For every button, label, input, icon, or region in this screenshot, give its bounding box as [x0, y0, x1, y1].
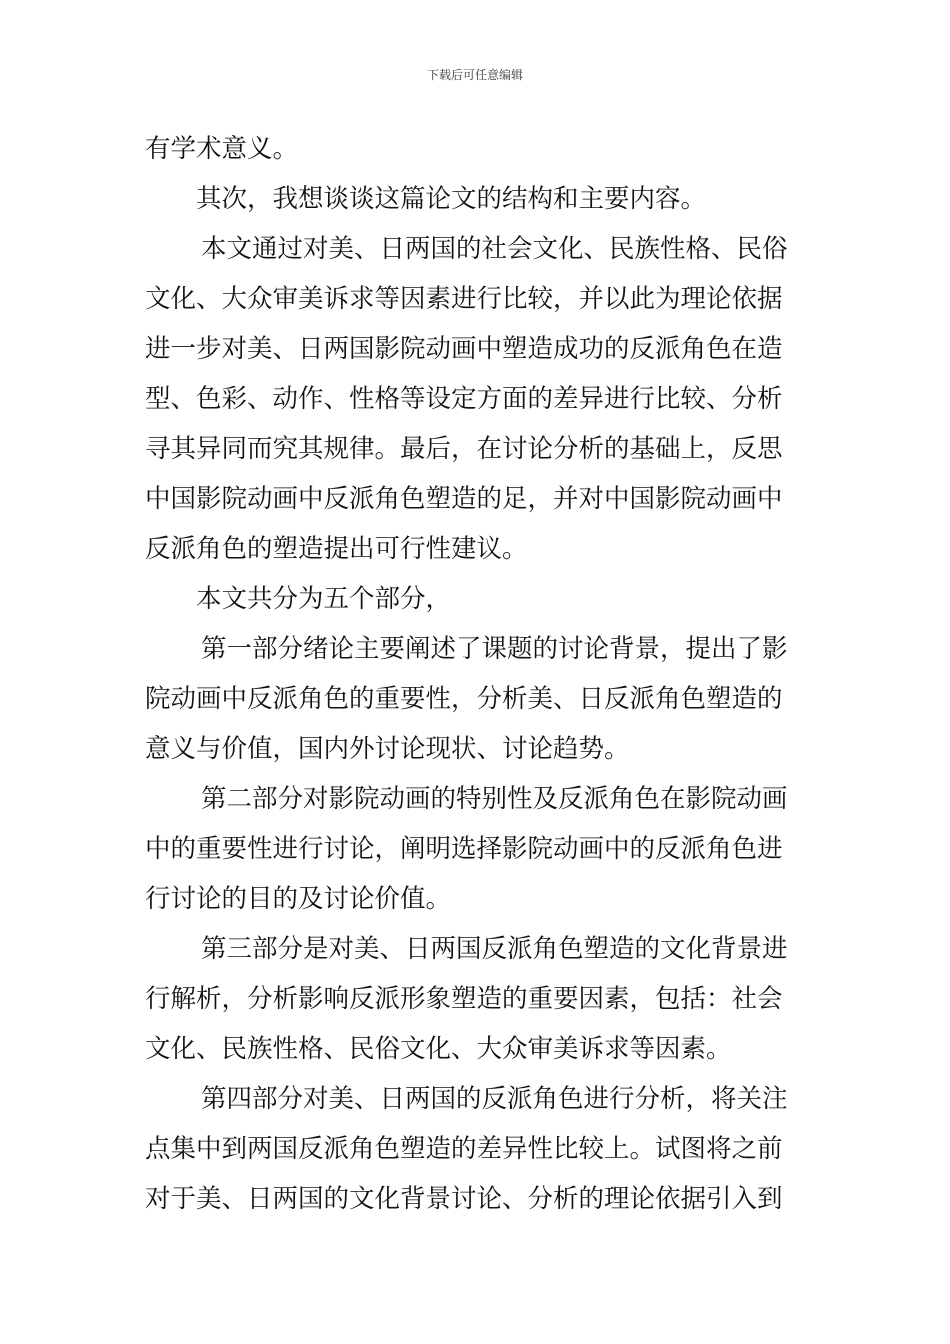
- text-line: 第四部分对美、日两国的反派角色进行分析，将关注: [201, 1084, 788, 1114]
- text-line: 第三部分是对美、日两国反派角色塑造的文化背景进: [201, 934, 788, 964]
- text-line: 点集中到两国反派角色塑造的差异性比较上。试图将之前: [145, 1134, 783, 1164]
- text-line: 对于美、日两国的文化背景讨论、分析的理论依据引入到: [145, 1184, 783, 1214]
- text-line: 本文通过对美、日两国的社会文化、民族性格、民俗: [201, 234, 788, 264]
- text-line: 文化、民族性格、民俗文化、大众审美诉求等因素。: [145, 1034, 732, 1064]
- text-line: 意义与价值，国内外讨论现状、讨论趋势。: [145, 734, 630, 764]
- text-line: 型、色彩、动作、性格等设定方面的差异进行比较、分析: [145, 384, 783, 414]
- text-line: 第一部分绪论主要阐述了课题的讨论背景，提出了影: [201, 634, 788, 664]
- text-line: 行讨论的目的及讨论价值。: [145, 884, 452, 914]
- text-line: 第二部分对影院动画的特别性及反派角色在影院动画: [201, 784, 788, 814]
- text-line: 其次，我想谈谈这篇论文的结构和主要内容。: [196, 184, 707, 214]
- text-line: 文化、大众审美诉求等因素进行比较，并以此为理论依据: [145, 284, 783, 314]
- text-line: 进一步对美、日两国影院动画中塑造成功的反派角色在造: [145, 334, 783, 364]
- text-line: 有学术意义。: [145, 134, 299, 164]
- page-header: 下载后可任意编辑: [426, 68, 523, 82]
- text-line: 行解析，分析影响反派形象塑造的重要因素，包括：社会: [145, 984, 783, 1014]
- text-line: 中国影院动画中反派角色塑造的足，并对中国影院动画中: [145, 484, 783, 514]
- document-body: [145, 124, 810, 1224]
- text-line: 本文共分为五个部分，: [196, 584, 452, 614]
- text-line: 反派角色的塑造提出可行性建议。: [145, 534, 528, 564]
- text-line: 寻其异同而究其规律。最后，在讨论分析的基础上，反思: [145, 434, 783, 464]
- text-line: 中的重要性进行讨论，阐明选择影院动画中的反派角色进: [145, 834, 783, 864]
- text-line: 院动画中反派角色的重要性，分析美、日反派角色塑造的: [145, 684, 783, 714]
